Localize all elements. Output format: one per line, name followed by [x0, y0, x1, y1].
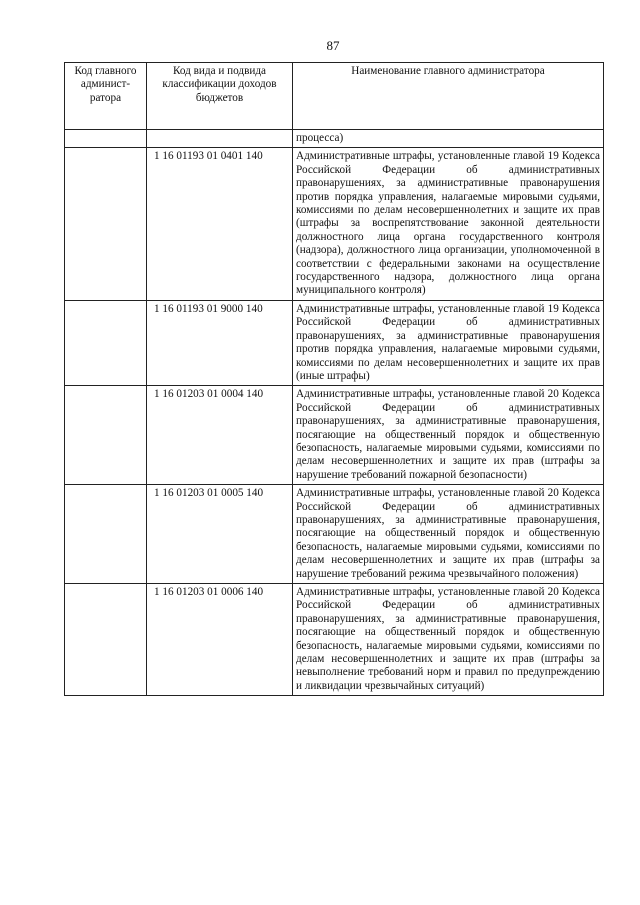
table-row: [65, 386, 604, 485]
cell-income-code: [147, 130, 293, 148]
cell-admin-code: [65, 148, 147, 300]
header-admin-code: Код главного админист-ратора: [65, 63, 147, 130]
cell-income-code: 1 16 01193 01 9000 140: [147, 300, 293, 385]
cell-admin-name: Административные штрафы, установленные главой 19 Кодекса Российской Федерации об административных правонарушениях, за административные правонарушения против порядка управления, налагаемые мировыми судьями, комиссиями по делам несовершеннолетних и защите их прав (иные штрафы): [293, 300, 604, 385]
cell-admin-name: Административные штрафы, установленные главой 20 Кодекса Российской Федерации об административных правонарушениях, за административные правонарушения, посягающие на общественный порядок и общественную безопасность, налагаемые мировыми судьями, комиссиями по делам несовершеннолетних и защите их прав (штрафы за невыполнение требований норм и правил по предупреждению и ликвидации чрезвычайных ситуаций): [293, 584, 604, 696]
cell-admin-name: Административные штрафы, установленные главой 19 Кодекса Российской Федерации об административных правонарушениях, за административные правонарушения против порядка управления, налагаемые мировыми судьями, комиссиями по делам несовершеннолетних и защите их прав (штрафы за воспрепятствование законной деятельности должностного лица органа государственного контроля (надзора), должностного лица организации, уполномоченной в соответствии с федеральными законами на осуществление государственного надзора, должностного лица органа муниципального контроля): [293, 148, 604, 300]
cell-admin-name: Административные штрафы, установленные главой 20 Кодекса Российской Федерации об административных правонарушениях, за административные правонарушения, посягающие на общественный порядок и общественную безопасность, налагаемые мировыми судьями, комиссиями по делам несовершеннолетних и защите их прав (штрафы за нарушение требований режима чрезвычайного положения): [293, 485, 604, 584]
table-header-row: [65, 63, 604, 130]
table-row: [65, 584, 604, 696]
cell-income-code: 1 16 01193 01 0401 140: [147, 148, 293, 300]
cell-admin-name: процесса): [293, 130, 604, 148]
table-row: [65, 148, 604, 300]
cell-income-code: 1 16 01203 01 0006 140: [147, 584, 293, 696]
table-row: [65, 300, 604, 385]
cell-admin-code: [65, 300, 147, 385]
cell-admin-name: Административные штрафы, установленные главой 20 Кодекса Российской Федерации об административных правонарушениях, за административные правонарушения, посягающие на общественный порядок и общественную безопасность, налагаемые мировыми судьями, комиссиями по делам несовершеннолетних и защите их прав (штрафы за нарушение требований пожарной безопасности): [293, 386, 604, 485]
page-number: 87: [326, 38, 340, 53]
revenue-codes-table: [64, 62, 604, 696]
header-admin-name: Наименование главного администратора: [293, 63, 604, 130]
cell-admin-code: [65, 130, 147, 148]
cell-income-code: 1 16 01203 01 0004 140: [147, 386, 293, 485]
table-row: [65, 485, 604, 584]
cell-admin-code: [65, 485, 147, 584]
cell-income-code: 1 16 01203 01 0005 140: [147, 485, 293, 584]
table-row: [65, 130, 604, 148]
header-income-code: Код вида и подвида классификации доходов бюджетов: [147, 63, 293, 130]
cell-admin-code: [65, 386, 147, 485]
cell-admin-code: [65, 584, 147, 696]
